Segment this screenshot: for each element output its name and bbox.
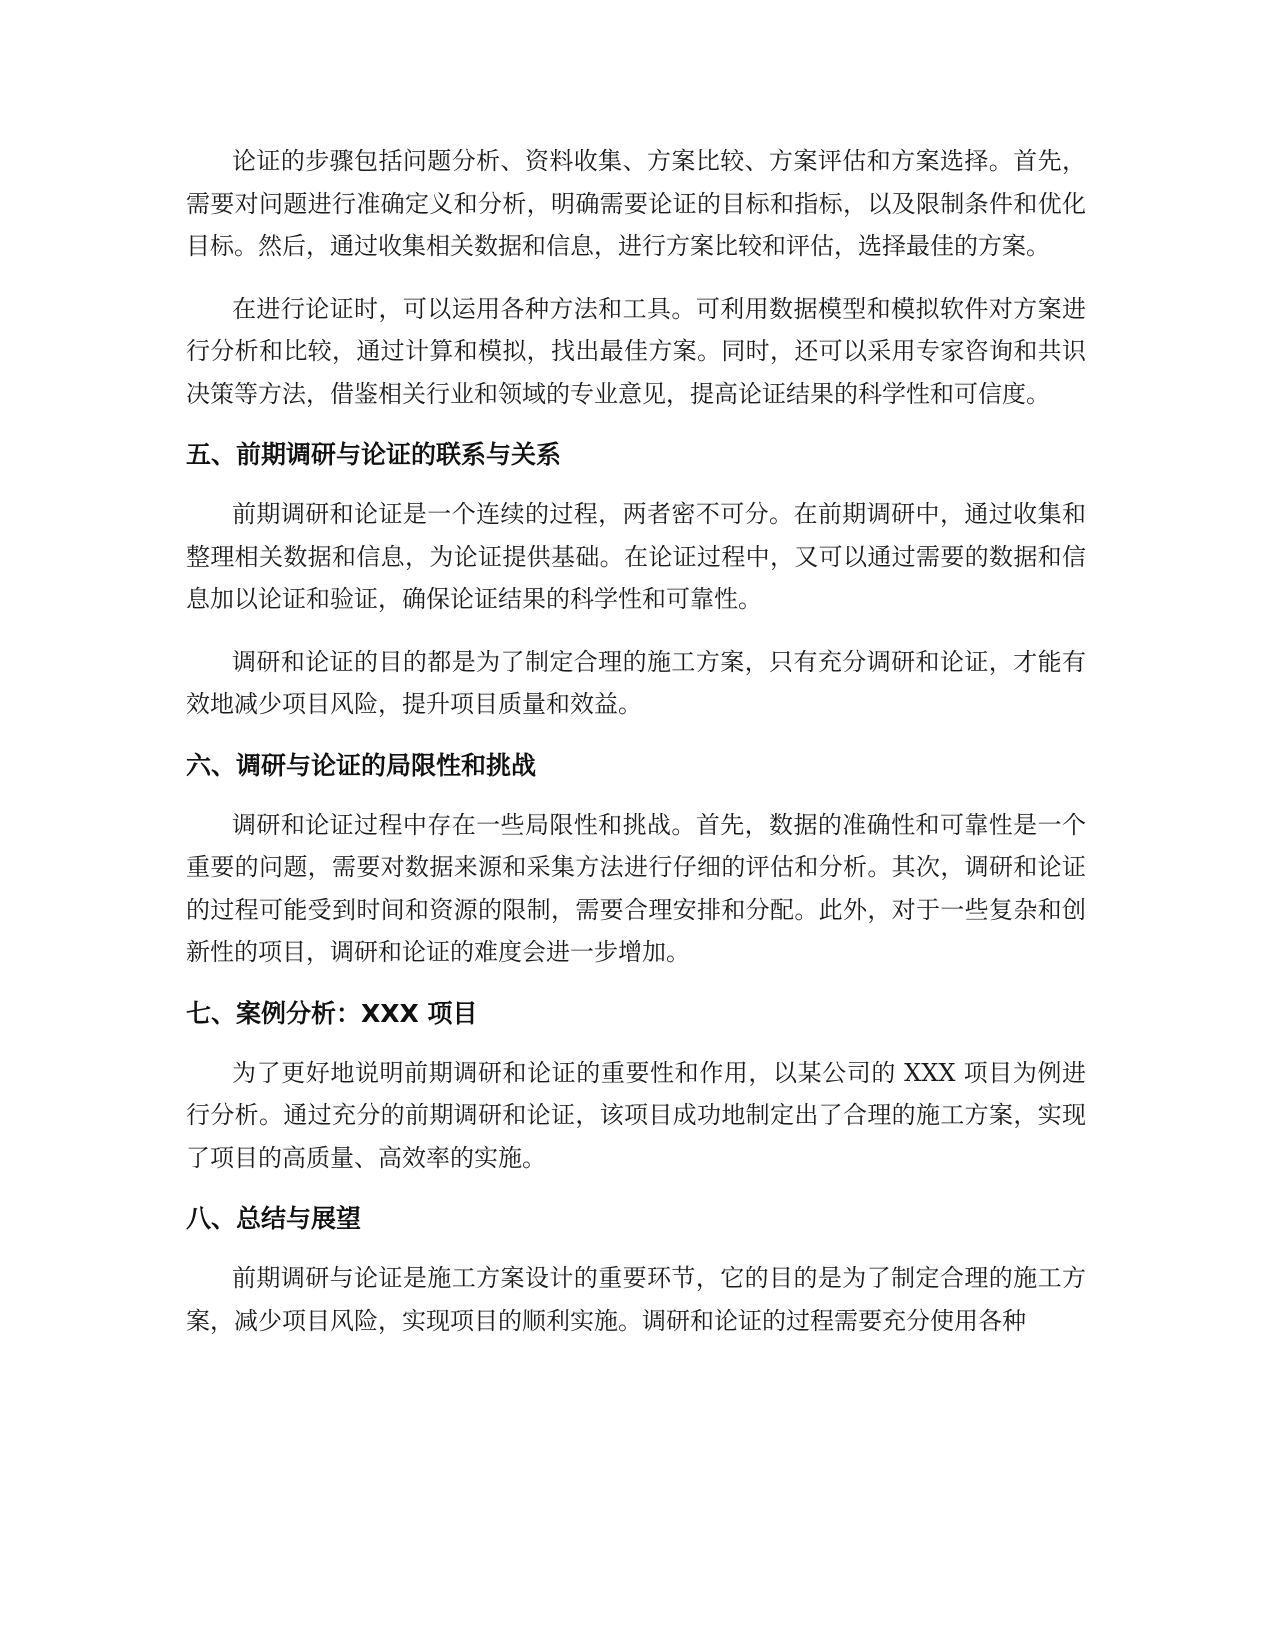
paragraph-case-study: 为了更好地说明前期调研和论证的重要性和作用，以某公司的 XXX 项目为例进行分析。通过充分的前期调研和论证，该项目成功地制定出了合理的施工方案，实现了项目的高质量、高效率的实施。 [186,1058,1086,1172]
section-heading-7: 七、案例分析：XXX 项目 [186,998,478,1028]
paragraph-purpose: 调研和论证的目的都是为了制定合理的施工方案，只有充分调研和论证，才能有效地减少项目风险，提升项目质量和效益。 [186,647,1086,718]
paragraph-steps: 论证的步骤包括问题分析、资料收集、方案比较、方案评估和方案选择。首先，需要对问题进行准确定义和分析，明确需要论证的目标和指标，以及限制条件和优化目标。然后，通过收集相关数据和信息，进行方案比较和评估，选择最佳的方案。 [186,147,1086,260]
paragraph-summary: 前期调研与论证是施工方案设计的重要环节，它的目的是为了制定合理的施工方案，减少项目风险，实现项目的顺利实施。调研和论证的过程需要充分使用各种 [186,1264,1086,1335]
section-heading-5: 五、前期调研与论证的联系与关系 [186,440,562,469]
document-page [186,140,1086,1362]
paragraph-limitations: 调研和论证过程中存在一些局限性和挑战。首先，数据的准确性和可靠性是一个重要的问题，需要对数据来源和采集方法进行仔细的评估和分析。其次，调研和论证的过程可能受到时间和资源的限制，需要合理安排和分配。此外，对于一些复杂和创新性的项目，调研和论证的难度会进一步增加。 [186,810,1086,966]
section-heading-8: 八、总结与展望 [186,1204,362,1233]
paragraph-methods: 在进行论证时，可以运用各种方法和工具。可利用数据模型和模拟软件对方案进行分析和比较，通过计算和模拟，找出最佳方案。同时，还可以采用专家咨询和共识决策等方法，借鉴相关行业和领域的专业意见，提高论证结果的科学性和可信度。 [186,294,1086,408]
paragraph-relationship: 前期调研和论证是一个连续的过程，两者密不可分。在前期调研中，通过收集和整理相关数据和信息，为论证提供基础。在论证过程中，又可以通过需要的数据和信息加以论证和验证，确保论证结果的科学性和可靠性。 [186,500,1086,613]
section-heading-6: 六、调研与论证的局限性和挑战 [186,750,537,780]
